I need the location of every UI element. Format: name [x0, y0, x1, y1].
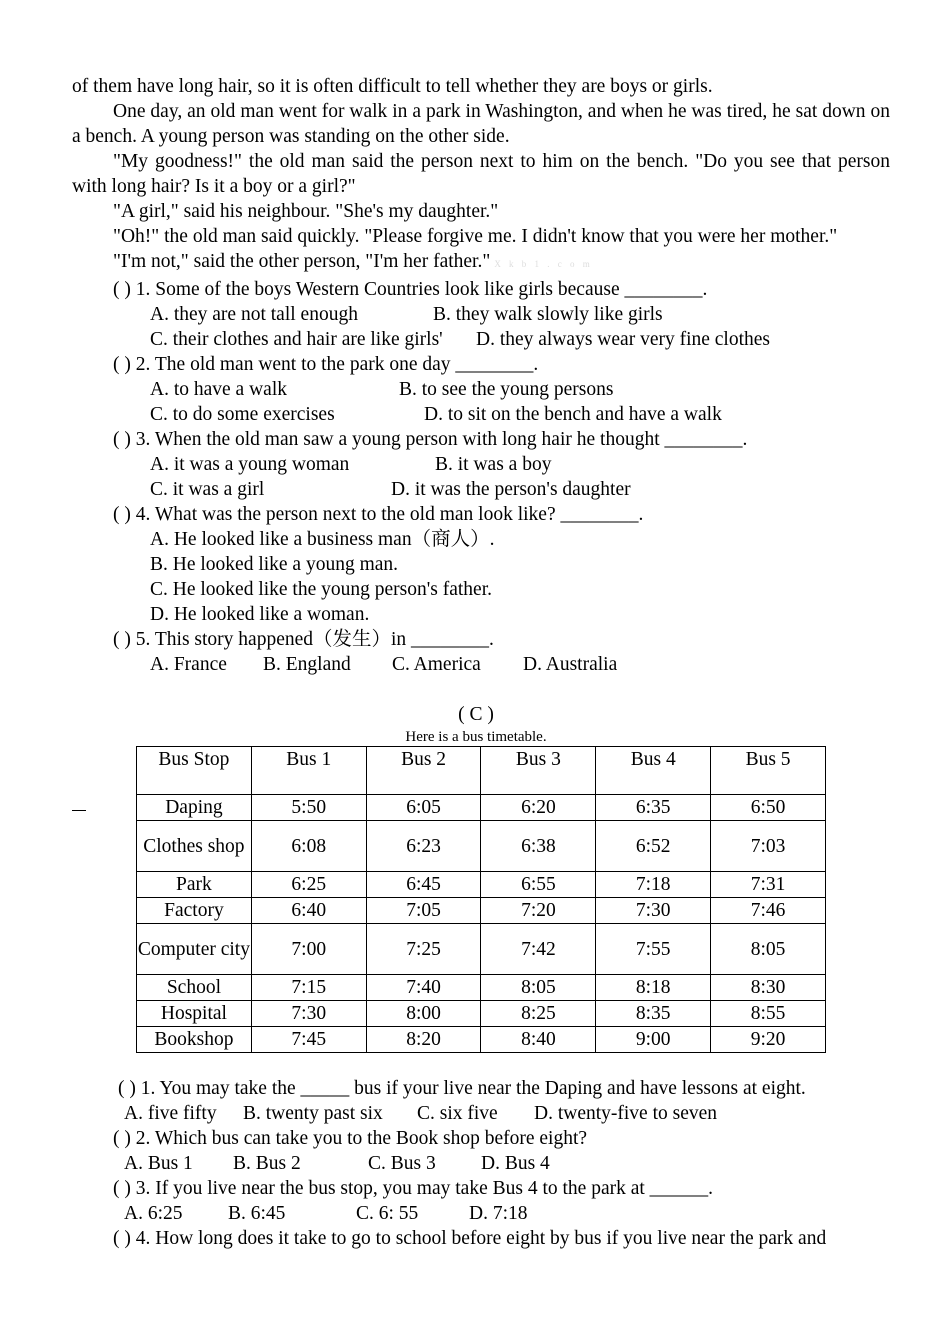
option-row — [72, 477, 890, 502]
table-row — [137, 975, 826, 1001]
stop-cell: Hospital — [137, 1001, 252, 1027]
time-cell: 8:35 — [596, 1001, 711, 1027]
option[interactable]: C. Bus 3 — [368, 1153, 436, 1174]
bus-timetable — [136, 746, 826, 1053]
table-row — [137, 872, 826, 898]
question-text: ( ) 3. When the old man saw a young person with long hair he thought ________. — [113, 429, 748, 450]
option[interactable]: D. Australia — [523, 654, 618, 675]
header-cell: Bus Stop — [137, 747, 252, 795]
time-cell: 8:20 — [366, 1027, 481, 1053]
table-header-row — [137, 747, 826, 795]
section-c-questions — [72, 1076, 890, 1251]
table-row — [137, 795, 826, 821]
option-row — [72, 1201, 890, 1226]
option[interactable]: D. it was the person's daughter — [391, 479, 631, 500]
time-cell: 6:20 — [481, 795, 596, 821]
option-row — [72, 402, 890, 427]
divider — [72, 810, 86, 811]
table-row — [137, 898, 826, 924]
question-block — [72, 427, 890, 502]
time-cell: 6:23 — [366, 821, 481, 872]
option[interactable]: B. they walk slowly like girls — [433, 304, 663, 325]
question-block — [72, 502, 890, 627]
option[interactable]: A. He looked like a business man（商人）. — [150, 529, 495, 550]
question-block — [72, 352, 890, 427]
option[interactable]: C. 6: 55 — [356, 1203, 419, 1224]
header-cell: Bus 5 — [711, 747, 826, 795]
stop-cell: Factory — [137, 898, 252, 924]
time-cell: 7:20 — [481, 898, 596, 924]
option[interactable]: D. 7:18 — [469, 1203, 528, 1224]
time-cell: 8:25 — [481, 1001, 596, 1027]
document-page — [72, 74, 890, 1249]
option[interactable]: D. they always wear very fine clothes — [476, 329, 771, 350]
time-cell: 6:45 — [366, 872, 481, 898]
time-cell: 6:40 — [251, 898, 366, 924]
option[interactable]: D. twenty-five to seven — [534, 1103, 718, 1124]
option-row — [72, 1151, 890, 1176]
option[interactable]: B. He looked like a young man. — [150, 554, 399, 575]
time-cell: 6:38 — [481, 821, 596, 872]
stop-cell: Daping — [137, 795, 252, 821]
stop-cell: Clothes shop — [137, 821, 252, 872]
option[interactable]: C. their clothes and hair are like girls' — [150, 329, 443, 350]
time-cell: 7:31 — [711, 872, 826, 898]
header-cell: Bus 2 — [366, 747, 481, 795]
passage-paragraph: "Oh!" the old man said quickly. "Please forgive me. I didn't know that you were her mother." — [113, 226, 838, 247]
question-text: ( ) 2. The old man went to the park one day ________. — [113, 354, 539, 375]
question-text: ( ) 2. Which bus can take you to the Book shop before eight? — [113, 1128, 588, 1149]
passage-line: of them have long hair, so it is often difficult to tell whether they are boys or girls. — [72, 76, 713, 97]
option[interactable]: C. six five — [417, 1103, 498, 1124]
time-cell: 7:00 — [251, 924, 366, 975]
stop-cell: Bookshop — [137, 1027, 252, 1053]
time-cell: 8:55 — [711, 1001, 826, 1027]
option[interactable]: B. twenty past six — [243, 1103, 383, 1124]
passage-paragraph — [72, 249, 890, 277]
option[interactable]: A. it was a young woman — [150, 454, 350, 475]
time-cell: 9:00 — [596, 1027, 711, 1053]
option[interactable]: A. to have a walk — [150, 379, 287, 400]
option[interactable]: C. He looked like the young person's father. — [150, 579, 492, 600]
option[interactable]: B. 6:45 — [228, 1203, 286, 1224]
passage-paragraph: "A girl," said his neighbour. "She's my daughter." — [113, 201, 499, 222]
time-cell: 7:18 — [596, 872, 711, 898]
option[interactable]: B. Bus 2 — [233, 1153, 301, 1174]
time-cell: 7:30 — [596, 898, 711, 924]
time-cell: 7:40 — [366, 975, 481, 1001]
time-cell: 7:15 — [251, 975, 366, 1001]
option[interactable]: C. to do some exercises — [150, 404, 335, 425]
option-row — [72, 1101, 890, 1126]
passage-paragraph: One day, an old man went for walk in a park in Washington, and when he was tired, he sat down on a bench. A young person was standing on the other side. — [72, 101, 890, 147]
option-row — [72, 652, 890, 677]
option[interactable]: D. to sit on the bench and have a walk — [424, 404, 722, 425]
time-cell: 9:20 — [711, 1027, 826, 1053]
time-cell: 8:05 — [481, 975, 596, 1001]
stop-cell: School — [137, 975, 252, 1001]
option-row — [72, 327, 890, 352]
time-cell: 6:25 — [251, 872, 366, 898]
time-cell: 6:55 — [481, 872, 596, 898]
option[interactable]: A. Bus 1 — [124, 1153, 193, 1174]
time-cell: 7:46 — [711, 898, 826, 924]
option[interactable]: C. it was a girl — [150, 479, 265, 500]
table-row — [137, 924, 826, 975]
time-cell: 7:25 — [366, 924, 481, 975]
time-cell: 7:05 — [366, 898, 481, 924]
option[interactable]: D. He looked like a woman. — [150, 604, 370, 625]
stop-cell: Park — [137, 872, 252, 898]
question-text: ( ) 1. Some of the boys Western Countries look like girls because ________. — [113, 279, 708, 300]
section-title: ( C ) — [458, 704, 494, 725]
header-cell: Bus 3 — [481, 747, 596, 795]
time-cell: 8:30 — [711, 975, 826, 1001]
option[interactable]: A. France — [150, 654, 227, 675]
option[interactable]: B. England — [263, 654, 351, 675]
time-cell: 6:52 — [596, 821, 711, 872]
time-cell: 8:05 — [711, 924, 826, 975]
option[interactable]: A. they are not tall enough — [150, 304, 358, 325]
table-row — [137, 1027, 826, 1053]
time-cell: 7:30 — [251, 1001, 366, 1027]
option[interactable]: D. Bus 4 — [481, 1153, 550, 1174]
question-text: ( ) 1. You may take the _____ bus if your live near the Daping and have lessons at eight. — [118, 1078, 806, 1099]
table-caption: Here is a bus timetable. — [405, 729, 547, 745]
stop-cell: Computer city — [137, 924, 252, 975]
option[interactable]: A. 6:25 — [124, 1203, 183, 1224]
time-cell: 6:08 — [251, 821, 366, 872]
question-block — [72, 627, 890, 677]
time-cell: 8:18 — [596, 975, 711, 1001]
option-row — [72, 452, 890, 477]
header-cell: Bus 4 — [596, 747, 711, 795]
watermark: X k b 1 . c o m — [494, 259, 593, 269]
time-cell: 8:00 — [366, 1001, 481, 1027]
question-text: ( ) 4. What was the person next to the old man look like? ________. — [113, 504, 644, 525]
table-row — [137, 1001, 826, 1027]
question-text: ( ) 5. This story happened（发生）in ________. — [113, 629, 494, 650]
passage-last-line: "I'm not," said the other person, "I'm her father." — [113, 251, 491, 272]
time-cell: 7:03 — [711, 821, 826, 872]
option[interactable]: A. five fifty — [124, 1103, 217, 1124]
option[interactable]: C. America — [392, 654, 481, 675]
table-row — [137, 821, 826, 872]
passage-paragraph: "My goodness!" the old man said the person next to him on the bench. "Do you see that person with long hair? Is it a boy or a girl?" — [72, 151, 890, 197]
header-cell: Bus 1 — [251, 747, 366, 795]
time-cell: 6:50 — [711, 795, 826, 821]
time-cell: 6:35 — [596, 795, 711, 821]
time-cell: 7:55 — [596, 924, 711, 975]
question-block — [72, 277, 890, 352]
option-row — [72, 377, 890, 402]
option-row — [72, 302, 890, 327]
time-cell: 6:05 — [366, 795, 481, 821]
option[interactable]: B. it was a boy — [435, 454, 552, 475]
time-cell: 5:50 — [251, 795, 366, 821]
time-cell: 7:45 — [251, 1027, 366, 1053]
question-text: ( ) 3. If you live near the bus stop, you may take Bus 4 to the park at ______. — [113, 1178, 714, 1199]
time-cell: 7:42 — [481, 924, 596, 975]
question-text: ( ) 4. How long does it take to go to school before eight by bus if you live near the park and — [113, 1228, 827, 1249]
time-cell: 8:40 — [481, 1027, 596, 1053]
option[interactable]: B. to see the young persons — [399, 379, 614, 400]
